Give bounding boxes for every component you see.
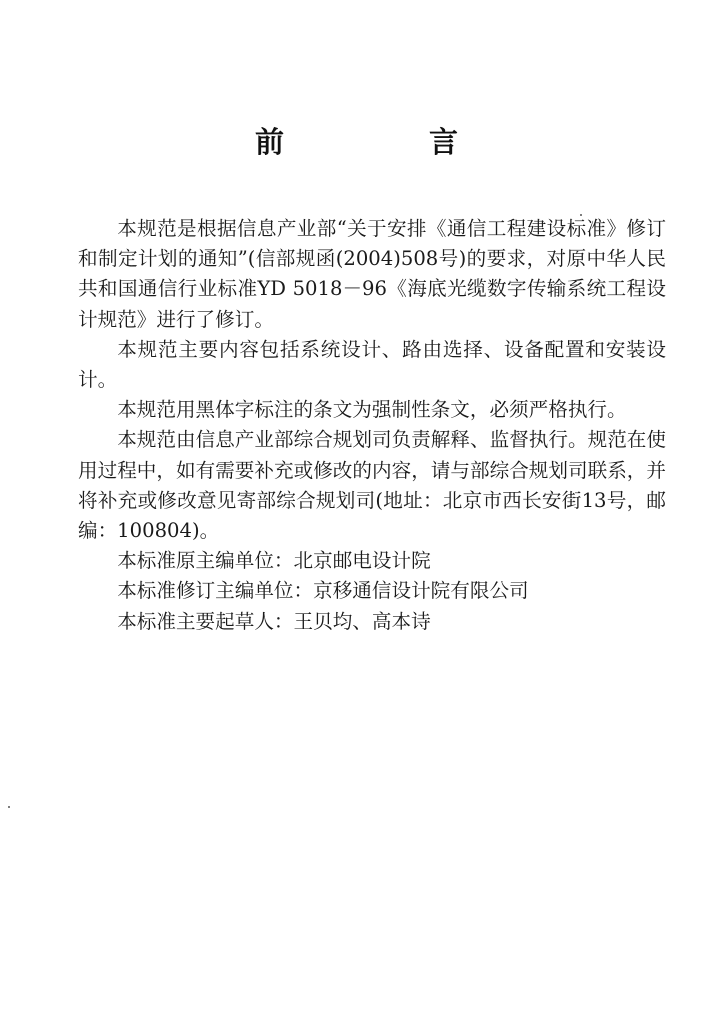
paragraph-revision-editor: 本标准修订主编单位：京移通信设计院有限公司 — [117, 579, 529, 603]
paragraph-interpretation: 本规范由信息产业部综合规划司负责解释、监督执行。规范在使用过程中，如有需要补充或修改的内容，请与部综合规划司联系，并将补充或修改意见寄部综合规划司(地址：北京市西长安街13号，邮编：100804)。 — [78, 428, 666, 543]
paragraph-drafters: 本标准主要起草人：王贝均、高本诗 — [117, 609, 431, 633]
scan-speck — [580, 214, 582, 216]
paragraph-mandatory: 本规范用黑体字标注的条文为强制性条文，必须严格执行。 — [117, 398, 627, 422]
paragraph-original-editor: 本标准原主编单位：北京邮电设计院 — [117, 549, 431, 573]
scan-speck — [8, 806, 10, 808]
preface-body — [78, 214, 666, 637]
paragraph-content: 本规范主要内容包括系统设计、路由选择、设备配置和安装设计。 — [78, 337, 666, 392]
page-title: 前 言 — [254, 125, 516, 159]
paragraph-basis: 本规范是根据信息产业部“关于安排《通信工程建设标准》修订和制定计划的通知”(信部规函(2004)508号)的要求，对原中华人民共和国通信行业标准YD 5018－96《海底光缆数字传输系统工程设计规范》进行了修订。 — [78, 217, 666, 331]
